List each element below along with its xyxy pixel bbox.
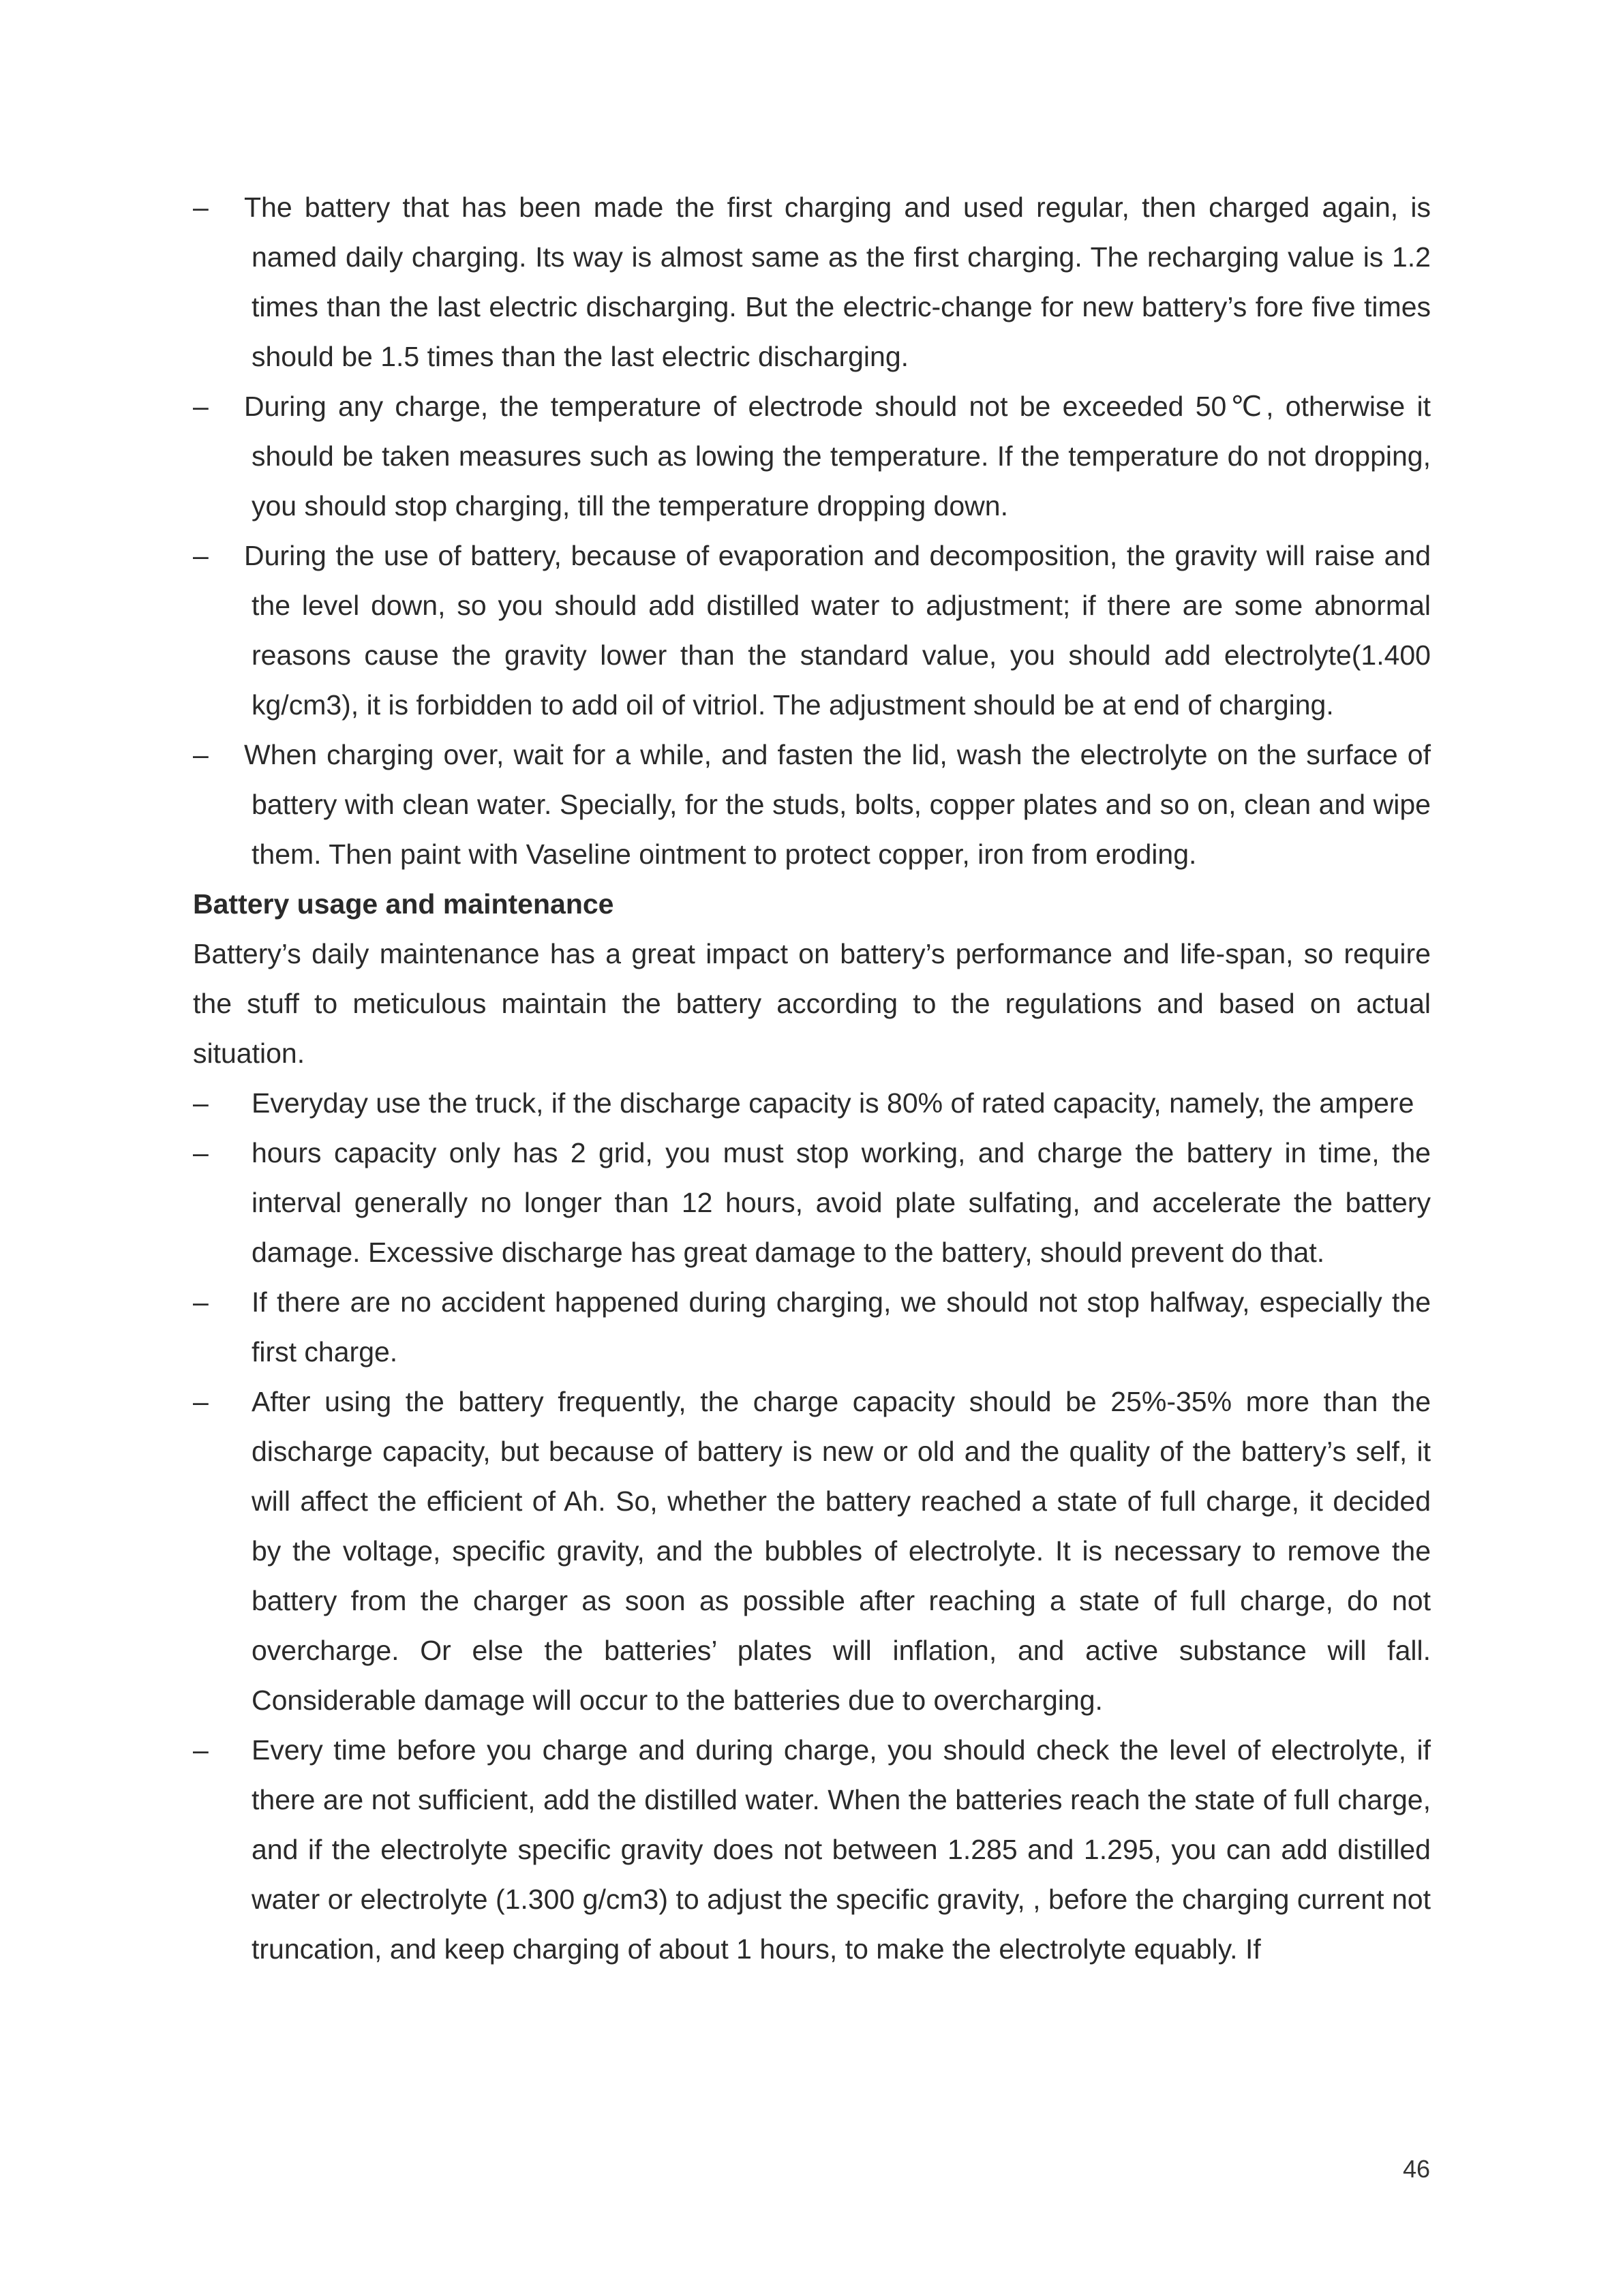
list-item	[193, 1278, 1431, 1377]
list-item-text: If there are no accident happened during charging, we should not stop halfway, especially the first charge.	[252, 1286, 1431, 1368]
list-item	[193, 1377, 1431, 1725]
dash-bullet: –	[193, 1286, 209, 1318]
list-item-text: During the use of battery, because of evaporation and decomposition, the gravity will raise and the level down, so you should add distilled water to adjustment; if there are some abnormal reasons cause the gravity lower than the standard value, you should add electrolyte(1.400 kg/cm3), it is forbidden to add oil of vitriol. The adjustment should be at end of charging.	[244, 540, 1431, 721]
list-item	[193, 531, 1431, 730]
section-intro: Battery’s daily maintenance has a great impact on battery’s performance and life-span, so require the stuff to meticulous maintain the battery according to the regulations and based on actual situation.	[193, 938, 1431, 1069]
dash-bullet: –	[193, 1137, 209, 1168]
list-item-text: During any charge, the temperature of electrode should not be exceeded 50℃, otherwise it should be taken measures such as lowing the temperature. If the temperature do not dropping, you should stop charging, till the temperature dropping down.	[244, 391, 1431, 522]
dash-bullet: –	[193, 739, 209, 770]
section-heading: Battery usage and maintenance	[193, 888, 614, 920]
document-page	[193, 183, 1431, 1974]
list-item-text: Everyday use the truck, if the discharge capacity is 80% of rated capacity, namely, the ampere	[252, 1087, 1414, 1119]
dash-bullet: –	[193, 192, 209, 223]
dash-bullet: –	[193, 391, 209, 422]
list-item-text: After using the battery frequently, the charge capacity should be 25%-35% more than the discharge capacity, but because of battery is new or old and the quality of the battery’s self, it will affect the efficient of Ah. So, whether the battery reached a state of full charge, it decided by the voltage, specific gravity, and the bubbles of electrolyte. It is necessary to remove the battery from the charger as soon as possible after reaching a state of full charge, do not overcharge. Or else the batteries’ plates will inflation, and active substance will fall. Considerable damage will occur to the batteries due to overcharging.	[252, 1386, 1431, 1716]
list-item-text: The battery that has been made the first charging and used regular, then charged again, is named daily charging. Its way is almost same as the first charging. The recharging value is 1.2 times than the last electric discharging. But the electric-change for new battery’s fore five times should be 1.5 times than the last electric discharging.	[244, 192, 1431, 372]
list-item	[193, 1725, 1431, 1974]
list-item	[193, 1078, 1431, 1128]
list-item	[193, 382, 1431, 531]
list-item	[193, 1128, 1431, 1278]
dash-bullet: –	[193, 1734, 209, 1766]
list-item	[193, 183, 1431, 382]
list-item-text: Every time before you charge and during charge, you should check the level of electrolyte, if there are not sufficient, add the distilled water. When the batteries reach the state of full charge, and if the electrolyte specific gravity does not between 1.285 and 1.295, you can add distilled water or electrolyte (1.300 g/cm3) to adjust the specific gravity, , before the charging current not truncation, and keep charging of about 1 hours, to make the electrolyte equably. If	[252, 1734, 1431, 1965]
list-item	[193, 730, 1431, 879]
list-item-text: When charging over, wait for a while, and fasten the lid, wash the electrolyte on the surface of battery with clean water. Specially, for the studs, bolts, copper plates and so on, clean and wipe them. Then paint with Vaseline ointment to protect copper, iron from eroding.	[244, 739, 1431, 870]
dash-bullet: –	[193, 1386, 209, 1417]
dash-bullet: –	[193, 1087, 209, 1119]
page-number: 46	[1402, 2155, 1430, 2183]
dash-bullet: –	[193, 540, 209, 571]
list-item-text: hours capacity only has 2 grid, you must stop working, and charge the battery in time, the interval generally no longer than 12 hours, avoid plate sulfating, and accelerate the battery damage. Excessive discharge has great damage to the battery, should prevent do that.	[252, 1137, 1431, 1268]
